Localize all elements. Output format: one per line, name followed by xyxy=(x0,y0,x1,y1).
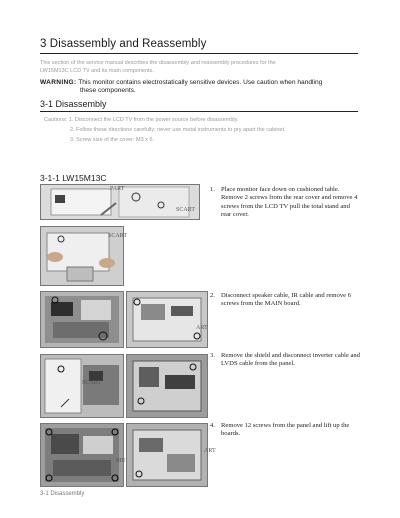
photo-label-part: PART xyxy=(110,186,125,192)
subsection-rule xyxy=(40,111,358,112)
warning-text-2: these components. xyxy=(80,87,136,95)
step-text: Remove 12 screws from the panel and lift up the boards. xyxy=(221,422,350,438)
photo-shield-left xyxy=(40,354,124,418)
step-number: 4. xyxy=(210,422,215,429)
model-title: 3-1-1 LW15M13C xyxy=(40,173,107,183)
step-text: Place monitor face down on cushioned table. Remove 2 screws from the rear cover and remove 4 screws from the LCD TV pull the total stand and rear cover. xyxy=(221,186,358,218)
photo-label-scart-2: SCART xyxy=(108,233,127,239)
step-4 xyxy=(210,422,360,439)
photo-label-scart-3: SCART xyxy=(82,380,101,386)
intro-line-2: LW15M13C LCD TV and its main components. xyxy=(40,68,154,74)
note-line-3: 3. Screw size of the cover: M3 x 6. xyxy=(70,137,155,143)
step-text: Remove the shield and disconnect inverter cable and LVDS cable from the panel. xyxy=(221,352,360,368)
title-rule xyxy=(40,53,358,54)
photo-label-scart: SCART xyxy=(176,207,195,213)
warning-block xyxy=(40,79,360,96)
section-title: 3 Disassembly and Reassembly xyxy=(40,38,207,50)
note-line-2: 2. Follow these directions carefully; never use metal instruments to pry apart the cabinet. xyxy=(70,127,286,133)
warning-text: This monitor contains electrostatically sensitive devices. Use caution when handling xyxy=(78,79,323,86)
photo-main-board-right xyxy=(126,291,208,348)
intro-line-1: This section of the service manual describes the disassembly and reassembly procedures for the xyxy=(40,60,276,66)
step-number: 3. xyxy=(210,352,215,359)
photo-label-art: ART xyxy=(196,325,208,331)
step-3 xyxy=(210,352,360,369)
step-number: 1. xyxy=(210,186,215,193)
subsection-title: 3-1 Disassembly xyxy=(40,99,107,109)
photo-panel-right xyxy=(126,423,208,487)
photo-label-mu: MU xyxy=(116,458,126,464)
note-line-1: Cautions: 1. Disconnect the LCD TV from the power source before disassembly. xyxy=(44,117,239,123)
photo-main-board-left xyxy=(40,291,124,348)
step-2 xyxy=(210,292,360,309)
page-footer: 3-1 Disassembly xyxy=(40,491,85,497)
step-1 xyxy=(210,186,360,219)
warning-label: WARNING: xyxy=(40,79,77,86)
photo-label-art-2: ART xyxy=(204,448,216,454)
step-number: 2. xyxy=(210,292,215,299)
photo-shield-right xyxy=(126,354,208,418)
photo-panel-left xyxy=(40,423,124,487)
step-text: Disconnect speaker cable, IR cable and remove 6 screws from the MAIN board. xyxy=(221,292,351,308)
